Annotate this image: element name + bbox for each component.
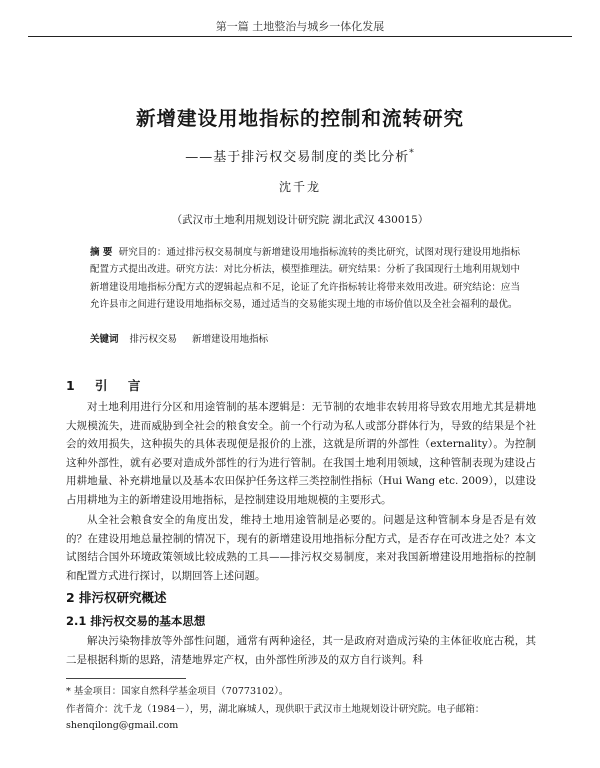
author-affiliation: （武汉市土地利用规划设计研究院 湖北武汉 430015）: [171, 214, 429, 226]
header-rule: [28, 36, 572, 37]
author-name: 沈千龙: [278, 180, 321, 194]
body-paragraph: 对土地利用进行分区和用途管制的基本逻辑是：无节制的农地非农转用将导致农用地尤其是耕地大规模流失，进而威胁到全社会的粮食安全。前一个行动为私人或部分群体行为，导致的结果是个社会的效用损失，这种损失的具体表现便是报价的上涨，这就是所谓的外部性（externality）。为控制这种外部性，就有必要对造成外部性的行为进行管制。在我国土地利用领域，这种管制表现为建设占用耕地量、补充耕地量以及基本农田保护任务这样三类控制性指标（Hui Wang etc. 2009），以建设占用耕地为主的新增建设用地指标，是控制建设用地规模的主要形式。: [66, 401, 536, 506]
subsection-heading: 2.1 排污权交易的基本思想: [66, 614, 206, 628]
keyword-item: 新增建设用地指标: [192, 334, 269, 345]
footnote-rule: [66, 678, 186, 679]
footnote-author-bio: 作者简介：沈千龙（1984－），男，湖北麻城人，现供职于武汉市土地规划设计研究院。电子邮箱：shenqilong@gmail.com: [66, 704, 485, 731]
abstract-text: 研究目的：通过排污权交易制度与新增建设用地指标流转的类比研究，试图对现行建设用地指标配置方式提出改进。研究方法：对比分析法，模型推理法。研究结果：分析了我国现行土地利用规划中新增建设用地指标分配方式的逻辑起点和不足，论证了允许指标转让将带来效用改进。研究结论：应当允许县市之间进行建设用地指标交易，通过适当的交易能实现土地的市场价值以及全社会福利的最优。: [90, 247, 520, 311]
keywords-label: 关键词: [90, 334, 119, 345]
footnote-funding: * 基金项目：国家自然科学基金项目（70773102）。: [66, 686, 289, 697]
footnote-marker: *: [409, 148, 415, 159]
running-header: 第一篇 土地整治与城乡一体化发展: [215, 20, 385, 33]
abstract-label: 摘 要: [90, 247, 113, 258]
paper-subtitle: [40, 146, 560, 165]
abstract: [90, 244, 520, 314]
section-heading-overview: 2 排污权研究概述: [66, 590, 167, 605]
keywords: [90, 332, 520, 348]
section-heading-introduction: 1 引 言: [66, 378, 149, 393]
subtitle-text: ——基于排污权交易制度的类比分析: [185, 150, 410, 165]
body-paragraph: 从全社会粮食安全的角度出发，维持土地用途管制是必要的。问题是这种管制本身是否是有效的？在建设用地总量控制的情况下，现有的新增建设用地指标分配方式，是否存在可改进之处？本文试图结合国外环境政策领域比较成熟的工具——排污权交易制度，来对我国新增建设用地指标的控制和配置方式进行探讨，以期回答上述问题。: [66, 514, 536, 582]
body-paragraph: 解决污染物排放等外部性问题，通常有两种途径，其一是政府对造成污染的主体征收庇古税，其二是根据科斯的思路，清楚地界定产权，由外部性所涉及的双方自行谈判。科: [66, 635, 536, 666]
paper-title: 新增建设用地指标的控制和流转研究: [135, 107, 464, 130]
keyword-item: 排污权交易: [129, 334, 178, 345]
